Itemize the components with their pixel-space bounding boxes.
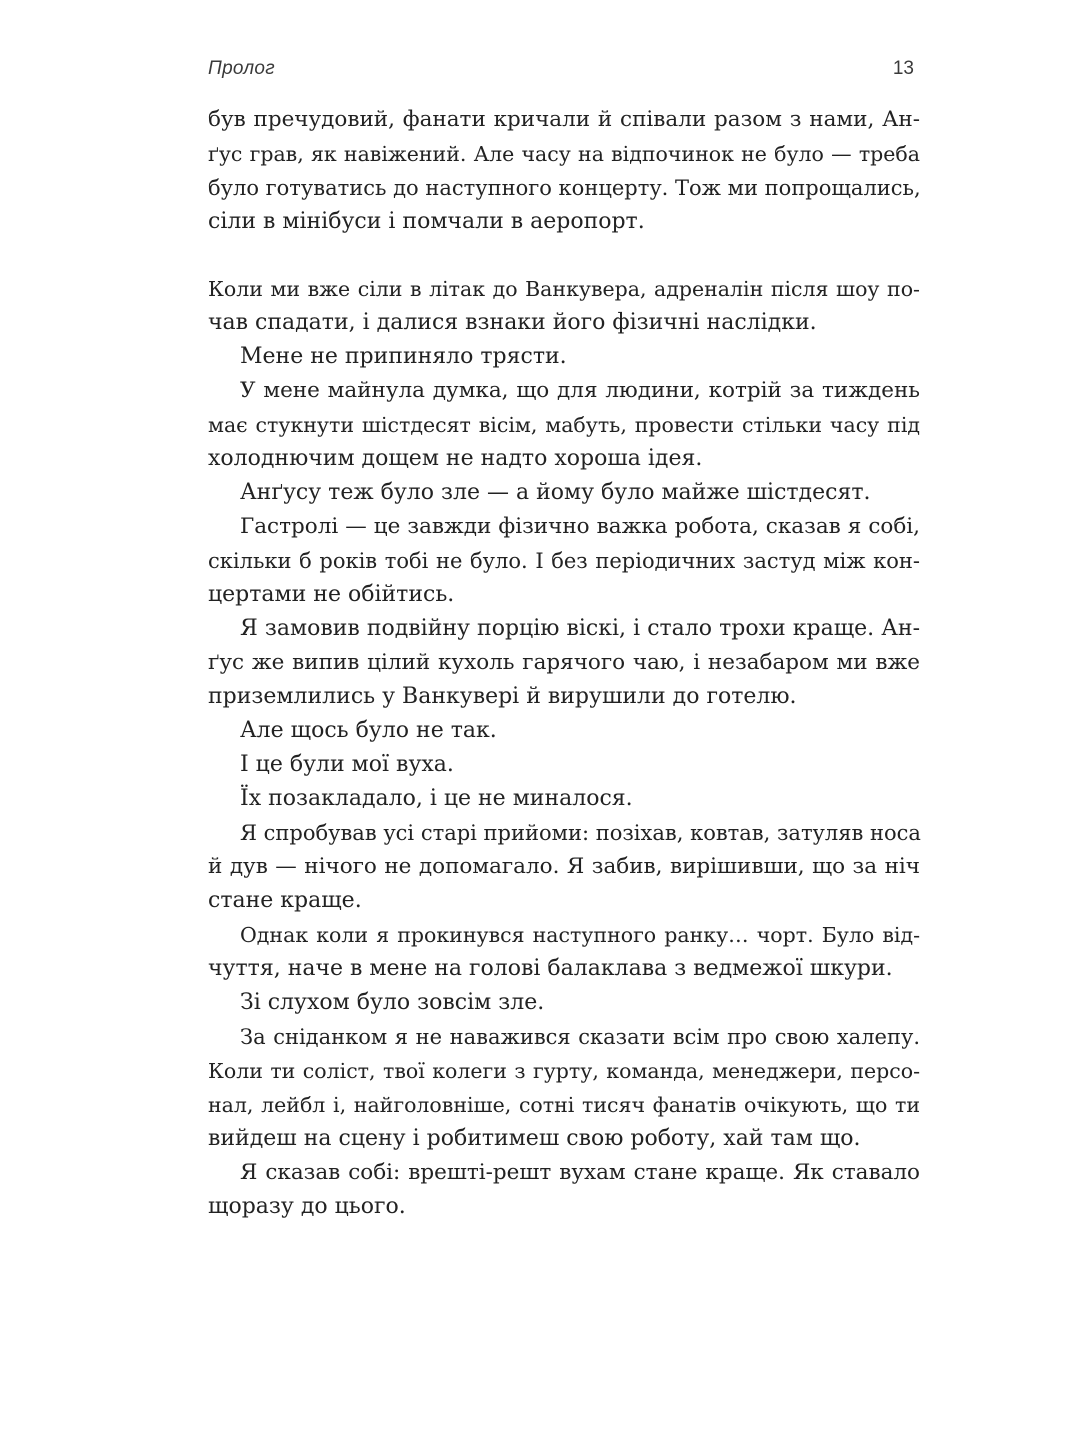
text-line: скільки б років тобі не було. І без періодичних застуд між кон- bbox=[208, 549, 920, 573]
text-line: Анґусу теж було зле — а йому було майже шістдесят. bbox=[240, 480, 871, 505]
text-line: стане краще. bbox=[208, 888, 362, 913]
text-line: І це були мої вуха. bbox=[240, 752, 454, 777]
text-line: чав спадати, і далися взнаки його фізичні наслідки. bbox=[208, 310, 817, 335]
text-line: чуття, наче в мене на голові балаклава з ведмежої шкури. bbox=[208, 956, 893, 981]
text-line: Коли ти соліст, твої колеги з гурту, команда, менеджери, персо- bbox=[208, 1059, 920, 1083]
text-line: приземлились у Ванкувері й вирушили до готелю. bbox=[208, 684, 797, 709]
text-line: вийдеш на сцену і робитимеш свою роботу, хай там що. bbox=[208, 1126, 861, 1151]
text-line: холоднючим дощем не надто хороша ідея. bbox=[208, 446, 703, 471]
text-line: й дув — нічого не допомагало. Я забив, вирішивши, що за ніч bbox=[208, 854, 920, 879]
section-break bbox=[208, 239, 920, 272]
body-text bbox=[208, 103, 920, 1224]
text-line: За сніданком я не наважився сказати всім про свою халепу. bbox=[240, 1025, 920, 1049]
text-line: був пречудовий, фанати кричали й співали разом з нами, Ан- bbox=[208, 107, 920, 132]
text-line: ґус же випив цілий кухоль гарячого чаю, і незабаром ми вже bbox=[208, 650, 920, 675]
text-line: Однак коли я прокинувся наступного ранку… чорт. Було від- bbox=[240, 923, 920, 947]
text-line: Коли ми вже сіли в літак до Ванкувера, адреналін після шоу по- bbox=[208, 277, 920, 301]
text-line: нал, лейбл і, найголовніше, сотні тисяч фанатів очікують, що ти bbox=[208, 1093, 920, 1117]
text-line: Мене не припиняло трясти. bbox=[240, 344, 567, 369]
text-line: Я сказав собі: врешті-решт вухам стане краще. Як ставало bbox=[240, 1160, 920, 1185]
page-number: 13 bbox=[892, 58, 914, 79]
text-line: було готуватись до наступного концерту. Тож ми попрощались, bbox=[208, 176, 921, 200]
text-line: Їх позакладало, і це не миналося. bbox=[240, 786, 633, 811]
text-line: ґус грав, як навіжений. Але часу на відпочинок не було — треба bbox=[208, 142, 920, 166]
text-line: цертами не обійтись. bbox=[208, 582, 455, 607]
text-line: має стукнути шістдесят вісім, мабуть, провести стільки часу під bbox=[208, 413, 920, 437]
text-line: сіли в мінібуси і помчали в аеропорт. bbox=[208, 209, 645, 234]
text-line: щоразу до цього. bbox=[208, 1194, 406, 1219]
running-head bbox=[208, 54, 914, 90]
section-title: Пролог bbox=[208, 58, 275, 79]
text-line: Зі слухом було зовсім зле. bbox=[240, 990, 545, 1015]
text-line: Я замовив подвійну порцію віскі, і стало трохи краще. Ан- bbox=[240, 616, 920, 641]
text-line: Я спробував усі старі прийоми: позіхав, ковтав, затуляв носа bbox=[240, 821, 921, 845]
text-line: Але щось було не так. bbox=[240, 718, 497, 743]
text-line: У мене майнула думка, що для людини, котрій за тиждень bbox=[240, 378, 920, 403]
text-line: Гастролі — це завжди фізично важка робота, сказав я собі, bbox=[240, 514, 920, 539]
